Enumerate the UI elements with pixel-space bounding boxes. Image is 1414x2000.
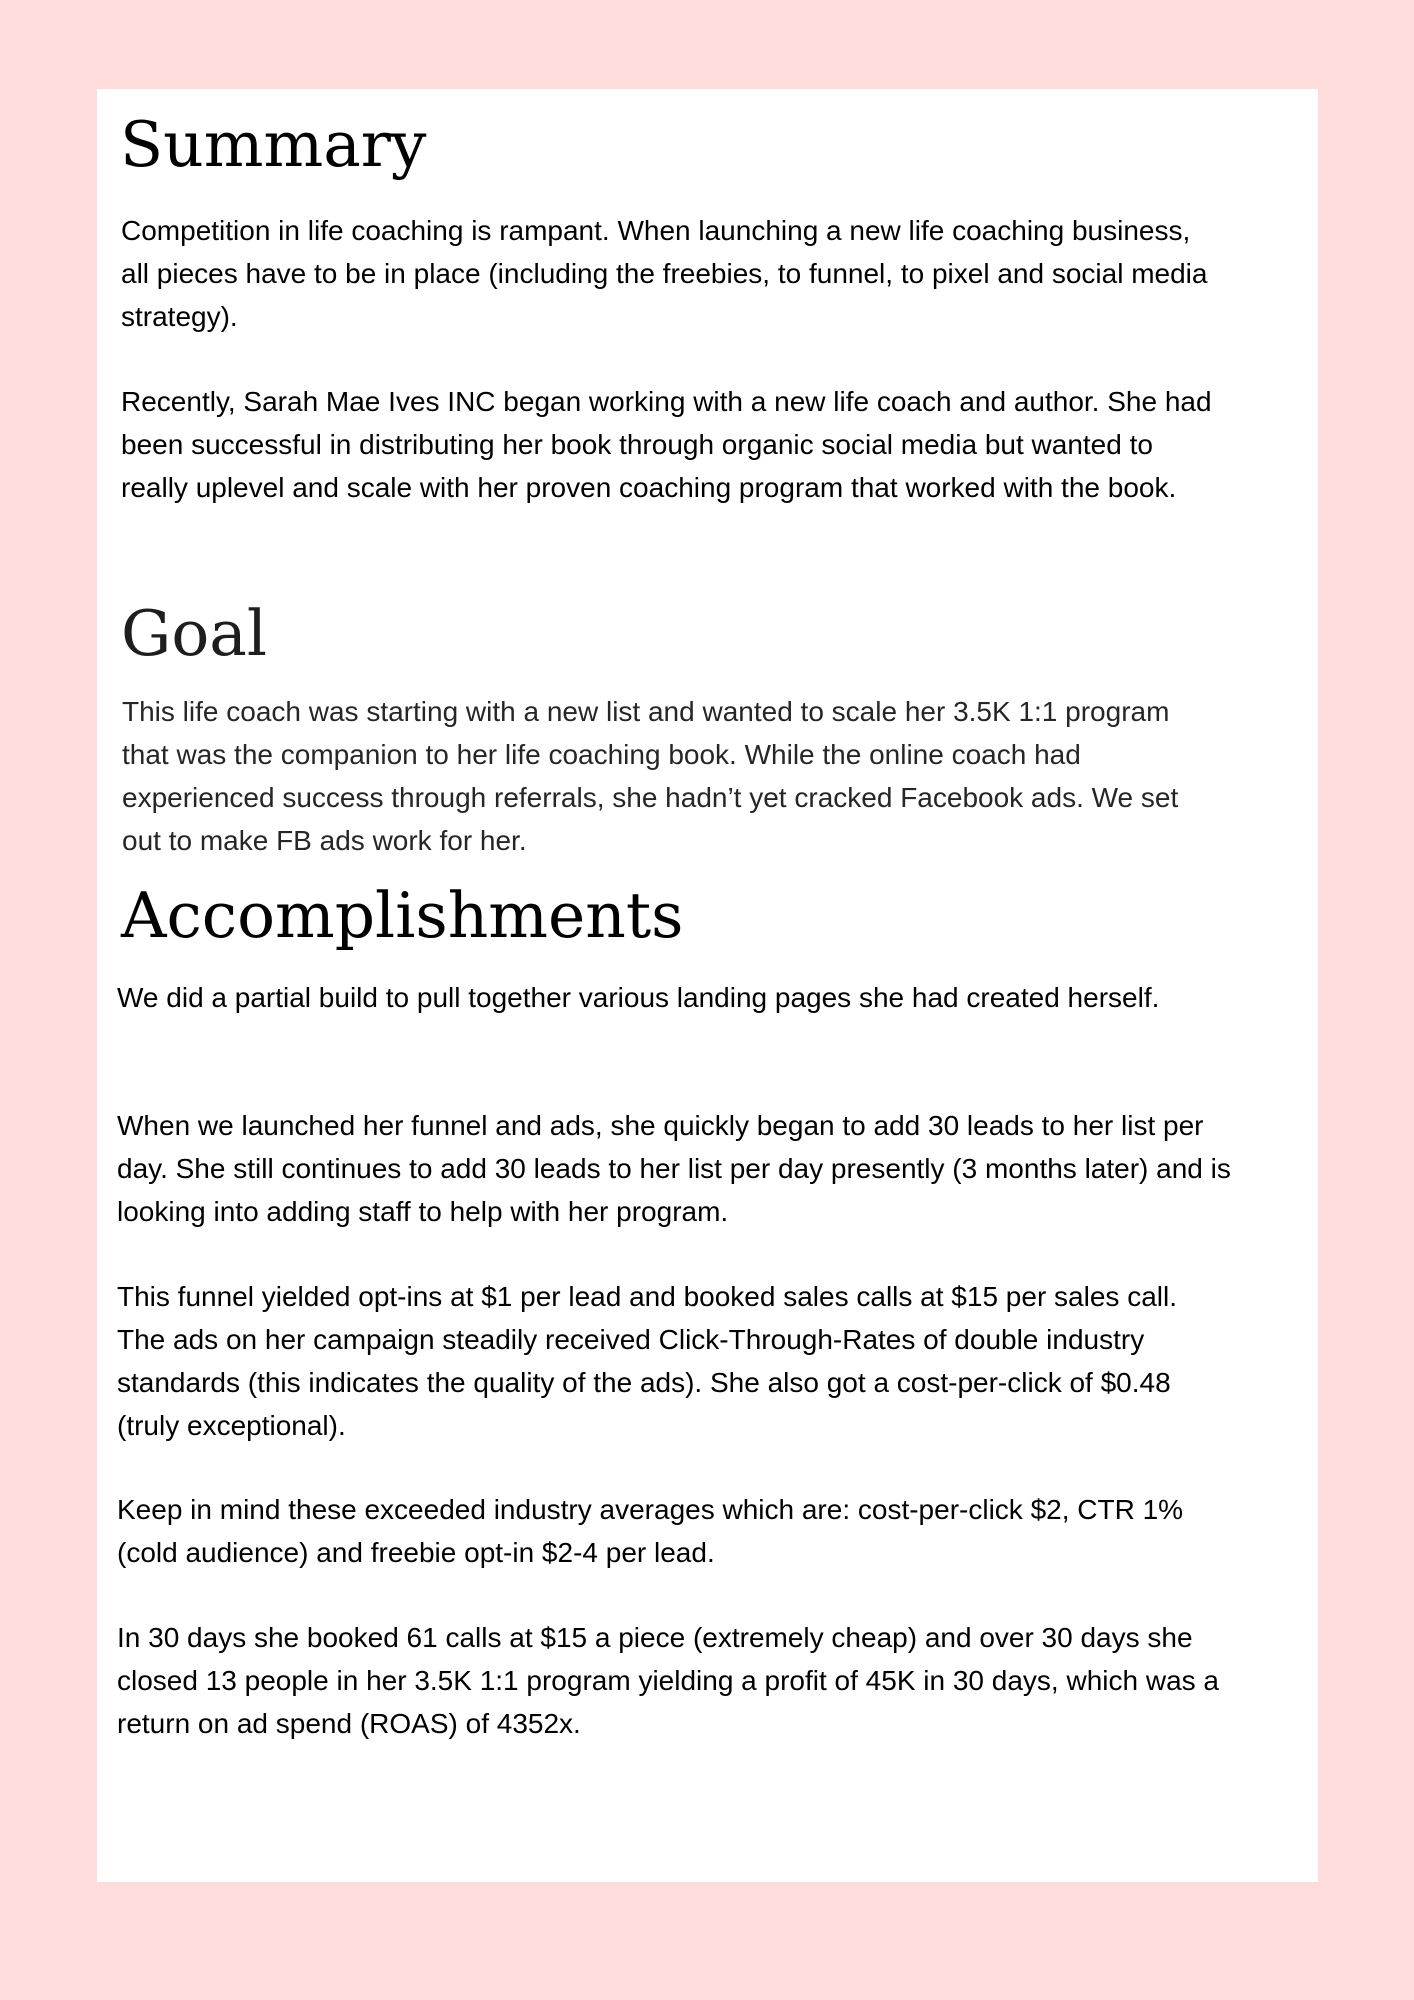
accomplishments-paragraph-2: When we launched her funnel and ads, she quickly began to add 30 leads to her list per day. She still continues to add 30 leads to her list per day presently (3 months later) and is looking into adding staff to help with her program. (117, 1110, 1231, 1227)
summary-paragraph-2: Recently, Sarah Mae Ives INC began working with a new life coach and author. She had been successful in distributing her book through organic social media but wanted to really uplevel and scale with her proven coaching program that worked with the book. (121, 386, 1212, 503)
summary-paragraph-1: Competition in life coaching is rampant. When launching a new life coaching business, all pieces have to be in place (including the freebies, to funnel, to pixel and social media strategy). (121, 215, 1208, 332)
accomplishments-paragraph-1: We did a partial build to pull together various landing pages she had created herself. (117, 982, 1160, 1013)
accomplishments-paragraph-4: Keep in mind these exceeded industry averages which are: cost-per-click $2, CTR 1% (cold audience) and freebie opt-in $2-4 per lead. (117, 1494, 1184, 1568)
accomplishments-heading: Accomplishments (121, 879, 684, 952)
goal-heading: Goal (121, 597, 267, 670)
goal-paragraph: This life coach was starting with a new list and wanted to scale her 3.5K 1:1 program that was the companion to her life coaching book. While the online coach had experienced success through referrals, she hadn’t yet cracked Facebook ads. We set out to make FB ads work for her. (122, 696, 1179, 856)
accomplishments-paragraph-5: In 30 days she booked 61 calls at $15 a piece (extremely cheap) and over 30 days she closed 13 people in her 3.5K 1:1 program yielding a profit of 45K in 30 days, which was a return on ad spend (ROAS) of 4352x. (117, 1622, 1219, 1739)
summary-heading: Summary (120, 108, 427, 181)
accomplishments-paragraph-3: This funnel yielded opt-ins at $1 per lead and booked sales calls at $15 per sales call. The ads on her campaign steadily received Click-Through-Rates of double industry standards (this indicates the quality of the ads). She also got a cost-per-click of $0.48 (truly exceptional). (117, 1281, 1177, 1441)
